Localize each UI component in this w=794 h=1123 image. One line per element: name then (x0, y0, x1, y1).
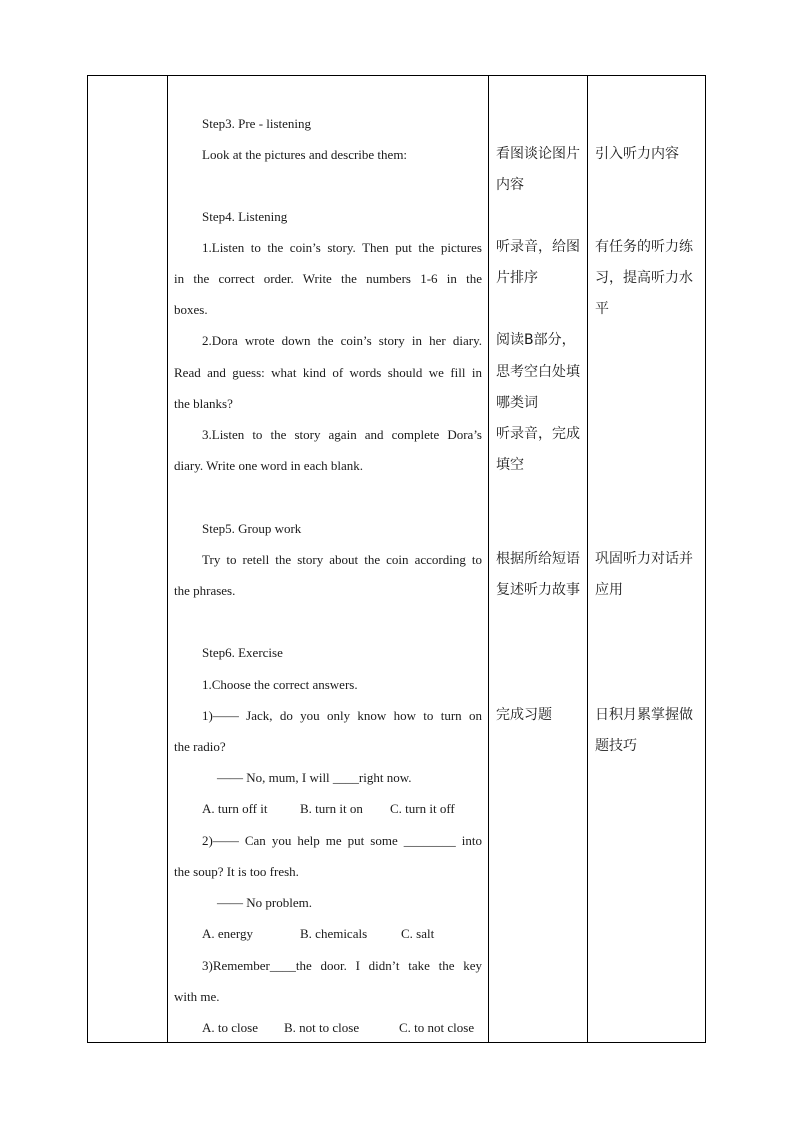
question-2-option-b: B. chemicals (300, 926, 368, 941)
question-1-option-b: B. turn it on (300, 801, 363, 816)
purpose-text: 题技巧 (595, 738, 637, 754)
activity-text: 思考空白处填 (496, 364, 580, 380)
step5-line: Try to retell the story about the coin according to (202, 552, 482, 567)
step4-item-3-line: 3.Listen to the story again and complete Dora’s (202, 427, 482, 442)
purpose-text: 平 (595, 301, 609, 317)
activity-text: 填空 (496, 457, 524, 473)
activity-text: 听录音，给图 (496, 239, 580, 255)
column-divider (167, 76, 168, 1042)
activity-text: 哪类词 (496, 395, 538, 411)
activity-text: 阅读B部分， (496, 332, 576, 348)
question-1-option-c: C. turn it off (390, 801, 455, 816)
purpose-text: 有任务的听力练 (595, 239, 693, 255)
purpose-text: 巩固听力对话并 (595, 551, 693, 567)
question-1-line: —— No, mum, I will ____right now. (217, 770, 412, 785)
step6-subtitle: 1.Choose the correct answers. (202, 677, 358, 692)
activity-text: 完成习题 (496, 707, 552, 723)
activity-text: 内容 (496, 177, 524, 193)
question-3-option-a: A. to close (202, 1020, 258, 1035)
step3-desc: Look at the pictures and describe them: (202, 147, 408, 162)
activity-text: 听录音，完成 (496, 426, 580, 442)
question-1-option-a: A. turn off it (202, 801, 268, 816)
question-2-line: the soup? It is too fresh. (174, 864, 299, 879)
question-3-line: 3)Remember____the door. I didn’t take the key (202, 958, 482, 973)
step3-title: Step3. Pre - listening (202, 116, 312, 131)
question-1-line: 1)—— Jack, do you only know how to turn on (202, 708, 482, 723)
question-2-option-a: A. energy (202, 926, 254, 941)
activity-text: 片排序 (496, 270, 538, 286)
activity-text: 看图谈论图片 (496, 146, 580, 162)
step4-item-2-line: the blanks? (174, 396, 233, 411)
question-3-option-c: C. to not close (399, 1020, 475, 1035)
step4-item-1-line: 1.Listen to the coin’s story. Then put the pictures (202, 240, 482, 255)
purpose-text: 习，提高听力水 (595, 270, 693, 286)
purpose-text: 日积月累掌握做 (595, 707, 693, 723)
purpose-text: 应用 (595, 582, 623, 598)
step5-title: Step5. Group work (202, 521, 302, 536)
step5-line: the phrases. (174, 583, 236, 598)
question-2-option-c: C. salt (401, 926, 435, 941)
step4-title: Step4. Listening (202, 209, 288, 224)
question-1-line: the radio? (174, 739, 226, 754)
purpose-text: 引入听力内容 (595, 146, 679, 162)
column-divider (488, 76, 489, 1042)
step4-item-3-line: diary. Write one word in each blank. (174, 458, 363, 473)
step4-item-2-line: 2.Dora wrote down the coin’s story in her diary. (202, 333, 482, 348)
activity-text: 根据所给短语 (496, 551, 580, 567)
activity-text: 复述听力故事 (496, 582, 580, 598)
step4-item-1-line: boxes. (174, 302, 208, 317)
question-3-option-b: B. not to close (284, 1020, 360, 1035)
step4-item-1-line: in the correct order. Write the numbers 1-6 in the (174, 271, 482, 286)
question-3-line: with me. (174, 989, 220, 1004)
question-2-line: —— No problem. (217, 895, 312, 910)
column-divider (587, 76, 588, 1042)
question-2-line: 2)—— Can you help me put some ________ into (202, 833, 482, 848)
step6-title: Step6. Exercise (202, 645, 283, 660)
step4-item-2-line: Read and guess: what kind of words should we fill in (174, 365, 482, 380)
